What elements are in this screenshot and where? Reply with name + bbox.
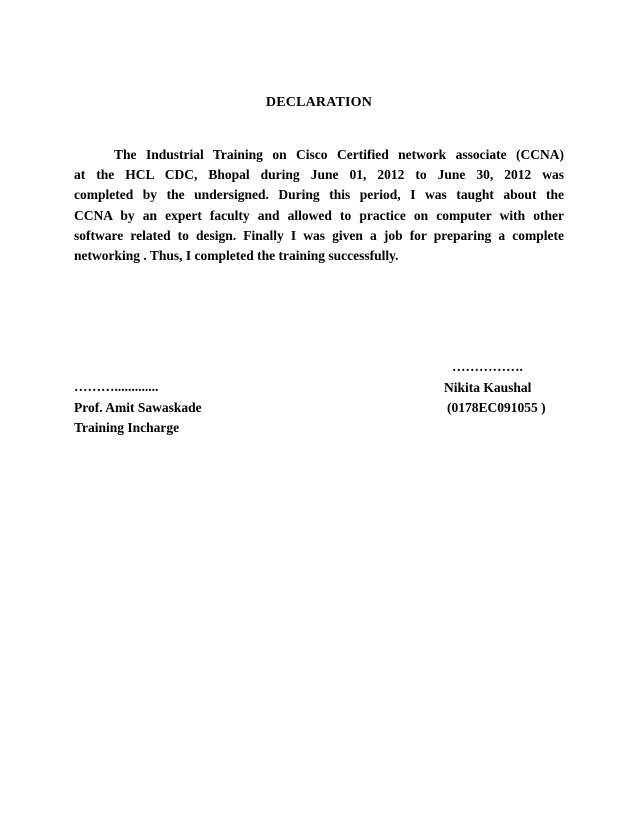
student-registration-number: (0178EC091055 ): [447, 400, 546, 415]
declaration-paragraph: [74, 145, 564, 266]
paragraph-line: software related to design. Finally I was given a job for preparing a complete: [74, 227, 564, 243]
paragraph-line: networking . Thus, I completed the training successfully.: [74, 248, 399, 264]
signature-dots: …………….: [452, 359, 523, 374]
supervisor-name: Prof. Amit Sawaskade: [74, 399, 202, 415]
paragraph-line: completed by the undersigned. During this period, I was taught about the: [74, 187, 564, 203]
supervisor-signature-block: [74, 377, 202, 439]
paragraph-line: The Industrial Training on Cisco Certified network associate (CCNA): [114, 147, 564, 162]
supervisor-role: Training Incharge: [74, 420, 180, 435]
student-signature-block: [444, 357, 546, 419]
signature-dots: ……….............: [74, 379, 159, 394]
student-name: Nikita Kaushal: [444, 379, 532, 395]
page-title: DECLARATION: [265, 95, 373, 110]
paragraph-line: CCNA by an expert faculty and allowed to practice on computer with other: [74, 207, 564, 223]
paragraph-line: at the HCL CDC, Bhopal during June 01, 2012 to June 30, 2012 was: [74, 167, 564, 183]
